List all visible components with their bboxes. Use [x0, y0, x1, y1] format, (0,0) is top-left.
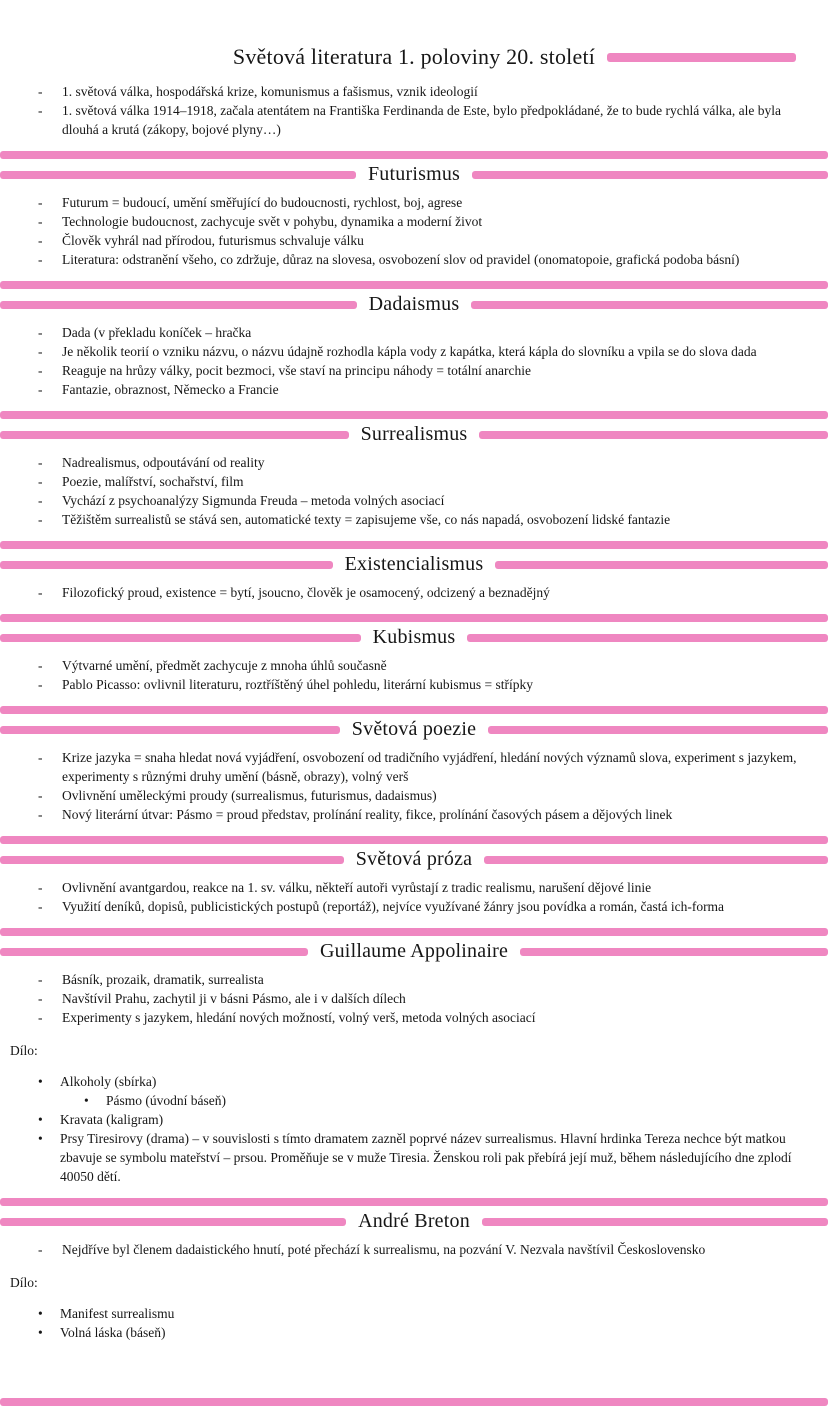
list-item-text: Těžištěm surrealistů se stává sen, automatické texty = zapisujeme vše, co nás napadá, osvobození lidské fantazie	[62, 512, 671, 527]
section-title: Futurismus	[367, 163, 461, 185]
heading-accent-bar-left	[0, 856, 344, 864]
section-title: Světová poezie	[351, 718, 477, 740]
section-title: Guillaume Appolinaire	[319, 940, 509, 962]
heading-accent-bar-right	[472, 171, 828, 179]
bullet-marker: •	[38, 1112, 43, 1127]
list-item	[38, 193, 814, 212]
section-heading-row	[0, 848, 828, 871]
dash-marker: -	[38, 1010, 43, 1025]
dash-marker: -	[38, 252, 43, 267]
section-guillaume-appolinaire	[0, 928, 828, 1186]
list-item-text: Futurum = budoucí, umění směřující do budoucnosti, rychlost, boj, agrese	[62, 195, 463, 210]
work-item	[38, 1129, 814, 1186]
section-heading-row	[0, 553, 828, 576]
footer-accent-bar	[0, 1398, 828, 1406]
work-item-text: Kravata (kaligram)	[60, 1112, 164, 1127]
list-item-text: Básník, prozaik, dramatik, surrealista	[62, 972, 264, 987]
bullet-marker: •	[38, 1131, 43, 1146]
dash-marker: -	[38, 195, 43, 210]
dash-marker: -	[38, 991, 43, 1006]
dash-marker: -	[38, 325, 43, 340]
work-item-text: Prsy Tiresirovy (drama) – v souvislosti s tímto dramatem zazněl poprvé název surrealismus. Hlavní hrdinka Tereza nechce být matkou zbavuje se symbolu mateřství – prsou. Proměňuje se v muže Tiresia. Ženskou roli pak přebírá její muž, během následujícího dne zplodí 40050 dětí.	[60, 1131, 792, 1184]
list-item-text: Člověk vyhrál nad přírodou, futurismus schvaluje válku	[62, 233, 364, 248]
title-accent-bar	[607, 53, 796, 62]
section-title: André Breton	[358, 1210, 470, 1232]
sub-work-item	[60, 1091, 814, 1110]
work-item-text: Volná láska (báseň)	[60, 1325, 166, 1340]
dilo-label: Dílo:	[10, 1275, 38, 1290]
dash-marker: -	[38, 1242, 43, 1257]
list-item-text: Pablo Picasso: ovlivnil literaturu, roztříštěný úhel pohledu, literární kubismus = střípky	[62, 677, 534, 692]
section-heading-row	[0, 1210, 828, 1233]
bullet-list	[0, 656, 828, 694]
section-separator-bar	[0, 541, 828, 549]
list-item	[38, 491, 814, 510]
section-separator-bar	[0, 614, 828, 622]
list-item-text: Filozofický proud, existence = bytí, jsoucno, člověk je osamocený, odcizený a beznadějný	[62, 585, 550, 600]
heading-accent-bar-right	[479, 431, 828, 439]
section-separator-bar	[0, 1198, 828, 1206]
heading-accent-bar-right	[471, 301, 828, 309]
list-item	[38, 231, 814, 250]
list-item-text: Technologie budoucnost, zachycuje svět v pohybu, dynamika a moderní život	[62, 214, 483, 229]
bullet-marker: •	[38, 1074, 43, 1089]
list-item-text: Krize jazyka = snaha hledat nová vyjádření, osvobození od tradičního vyjádření, hledání nových významů slova, experiment s jazykem, experimenty s různými druhy umění (básně, obrazy), volný verš	[62, 750, 797, 784]
dash-marker: -	[38, 972, 43, 987]
section-futurismus	[0, 151, 828, 269]
heading-accent-bar-right	[467, 634, 828, 642]
section-title: Světová próza	[355, 848, 473, 870]
bullet-marker: •	[38, 1325, 43, 1340]
dash-marker: -	[38, 585, 43, 600]
list-item	[38, 748, 814, 786]
list-item	[38, 472, 814, 491]
list-item-text: Dada (v překladu koníček – hračka	[62, 325, 252, 340]
dash-marker: -	[38, 382, 43, 397]
list-item	[38, 101, 814, 139]
dash-marker: -	[38, 455, 43, 470]
dash-marker: -	[38, 807, 43, 822]
heading-accent-bar-left	[0, 171, 356, 179]
sub-work-item-text: Pásmo (úvodní báseň)	[106, 1093, 226, 1108]
list-item	[38, 380, 814, 399]
dash-marker: -	[38, 658, 43, 673]
bullet-marker: •	[38, 1306, 43, 1321]
dash-marker: -	[38, 493, 43, 508]
section-heading-row	[0, 293, 828, 316]
work-body	[60, 1323, 814, 1342]
list-item	[38, 453, 814, 472]
list-item	[38, 878, 814, 897]
section-separator-bar	[0, 281, 828, 289]
list-item	[38, 361, 814, 380]
list-item	[38, 342, 814, 361]
list-item-text: Výtvarné umění, předmět zachycuje z mnoha úhlů současně	[62, 658, 387, 673]
dash-marker: -	[38, 233, 43, 248]
heading-accent-bar-left	[0, 634, 361, 642]
dash-marker: -	[38, 363, 43, 378]
section-heading-row	[0, 423, 828, 446]
dash-marker: -	[38, 344, 43, 359]
section-svetova-poezie	[0, 706, 828, 824]
section-title: Existencialismus	[344, 553, 484, 575]
section-separator-bar	[0, 151, 828, 159]
work-item-text: Manifest surrealismu	[60, 1306, 175, 1321]
bullet-list	[0, 748, 828, 824]
section-dadaismus	[0, 281, 828, 399]
dash-marker: -	[38, 84, 43, 99]
work-body	[60, 1129, 814, 1186]
heading-accent-bar-left	[0, 561, 333, 569]
section-heading-row	[0, 626, 828, 649]
dash-marker: -	[38, 512, 43, 527]
bullet-list	[0, 323, 828, 399]
bullet-list	[0, 878, 828, 916]
bullet-list	[0, 970, 828, 1027]
bullet-list	[0, 193, 828, 269]
list-item-text: Nejdříve byl členem dadaistického hnutí, poté přechází k surrealismu, na pozvání V. Nezvala navštívil Československo	[62, 1242, 706, 1257]
dash-marker: -	[38, 880, 43, 895]
work-body	[60, 1110, 814, 1129]
dash-marker: -	[38, 214, 43, 229]
list-item	[38, 1008, 814, 1027]
list-item	[38, 805, 814, 824]
list-item	[38, 82, 814, 101]
list-item-text: Vychází z psychoanalýzy Sigmunda Freuda – metoda volných asociací	[62, 493, 445, 508]
section-title: Surrealismus	[360, 423, 468, 445]
bullet-list	[0, 1240, 828, 1259]
work-item	[38, 1323, 814, 1342]
bullet-list	[0, 453, 828, 529]
work-item-text: Alkoholy (sbírka)	[60, 1074, 157, 1089]
list-item	[38, 970, 814, 989]
list-item-text: Navštívil Prahu, zachytil ji v básni Pásmo, ale i v dalších dílech	[62, 991, 406, 1006]
list-item-text: Nový literární útvar: Pásmo = proud představ, prolínání reality, fikce, prolínání časových pásem a dějových linek	[62, 807, 673, 822]
list-item	[38, 786, 814, 805]
list-item-text: Využití deníků, dopisů, publicistických postupů (reportáž), nejvíce využívané žánry jsou povídka a román, častá ich-forma	[62, 899, 725, 914]
list-item	[38, 212, 814, 231]
list-item	[38, 583, 814, 602]
work-item	[38, 1072, 814, 1110]
title-left-spacer	[32, 53, 221, 62]
dash-marker: -	[38, 103, 43, 118]
heading-accent-bar-right	[482, 1218, 828, 1226]
work-item	[38, 1110, 814, 1129]
document-title-row	[0, 44, 828, 70]
intro-bullet-list	[0, 82, 828, 139]
list-item-text: 1. světová válka 1914–1918, začala atentátem na Františka Ferdinanda de Este, bylo předpokládané, že to bude rychlá válka, ale byla dlouhá a krutá (zákopy, bojové plyny…)	[62, 103, 781, 137]
list-item	[38, 656, 814, 675]
list-item	[38, 1240, 814, 1259]
heading-accent-bar-right	[488, 726, 828, 734]
list-item	[38, 323, 814, 342]
section-surrealismus	[0, 411, 828, 529]
section-separator-bar	[0, 706, 828, 714]
heading-accent-bar-right	[495, 561, 828, 569]
dash-marker: -	[38, 677, 43, 692]
list-item	[38, 989, 814, 1008]
list-item	[38, 250, 814, 269]
works-list	[0, 1072, 828, 1186]
heading-accent-bar-left	[0, 301, 357, 309]
section-title: Kubismus	[372, 626, 456, 648]
section-heading-row	[0, 718, 828, 741]
section-separator-bar	[0, 928, 828, 936]
heading-accent-bar-left	[0, 431, 349, 439]
work-body	[60, 1304, 814, 1323]
heading-accent-bar-right	[520, 948, 828, 956]
bullet-marker: •	[84, 1093, 89, 1108]
list-item	[38, 675, 814, 694]
work-body	[60, 1072, 814, 1110]
section-separator-bar	[0, 836, 828, 844]
section-heading-row	[0, 163, 828, 186]
list-item-text: Nadrealismus, odpoutávání od reality	[62, 455, 265, 470]
section-kubismus	[0, 614, 828, 694]
list-item	[38, 510, 814, 529]
list-item-text: 1. světová válka, hospodářská krize, komunismus a fašismus, vznik ideologií	[62, 84, 478, 99]
list-item-text: Je několik teorií o vzniku názvu, o názvu údajně rozhodla kápla vody z kapátka, která kápla do slovníku a vpila se do slova dada	[62, 344, 757, 359]
section-existencialismus	[0, 541, 828, 602]
heading-accent-bar-left	[0, 948, 308, 956]
page-title: Světová literatura 1. poloviny 20. století	[232, 44, 596, 69]
heading-accent-bar-left	[0, 1218, 346, 1226]
heading-accent-bar-right	[484, 856, 828, 864]
section-heading-row	[0, 940, 828, 963]
list-item-text: Fantazie, obraznost, Německo a Francie	[62, 382, 279, 397]
dash-marker: -	[38, 474, 43, 489]
dilo-label: Dílo:	[10, 1043, 38, 1058]
works-list	[0, 1304, 828, 1342]
dash-marker: -	[38, 899, 43, 914]
section-separator-bar	[0, 411, 828, 419]
list-item-text: Literatura: odstranění všeho, co zdržuje, důraz na slovesa, osvobození slov od pravidel (onomatopoie, grafická podoba básní)	[62, 252, 740, 267]
list-item-text: Reaguje na hrůzy války, pocit bezmoci, vše staví na principu náhody = totální anarchie	[62, 363, 531, 378]
heading-accent-bar-left	[0, 726, 340, 734]
dash-marker: -	[38, 750, 43, 765]
list-item-text: Experimenty s jazykem, hledání nových možností, volný verš, metoda volných asociací	[62, 1010, 536, 1025]
bullet-list	[0, 583, 828, 602]
section-andre-breton	[0, 1198, 828, 1342]
list-item-text: Ovlivnění uměleckými proudy (surrealismus, futurismus, dadaismus)	[62, 788, 437, 803]
list-item-text: Ovlivnění avantgardou, reakce na 1. sv. válku, někteří autoři vyrůstají z tradic realismu, narušení dějové linie	[62, 880, 652, 895]
section-title: Dadaismus	[368, 293, 460, 315]
list-item-text: Poezie, malířství, sochařství, film	[62, 474, 244, 489]
dash-marker: -	[38, 788, 43, 803]
section-svetova-proza	[0, 836, 828, 916]
list-item	[38, 897, 814, 916]
work-item	[38, 1304, 814, 1323]
